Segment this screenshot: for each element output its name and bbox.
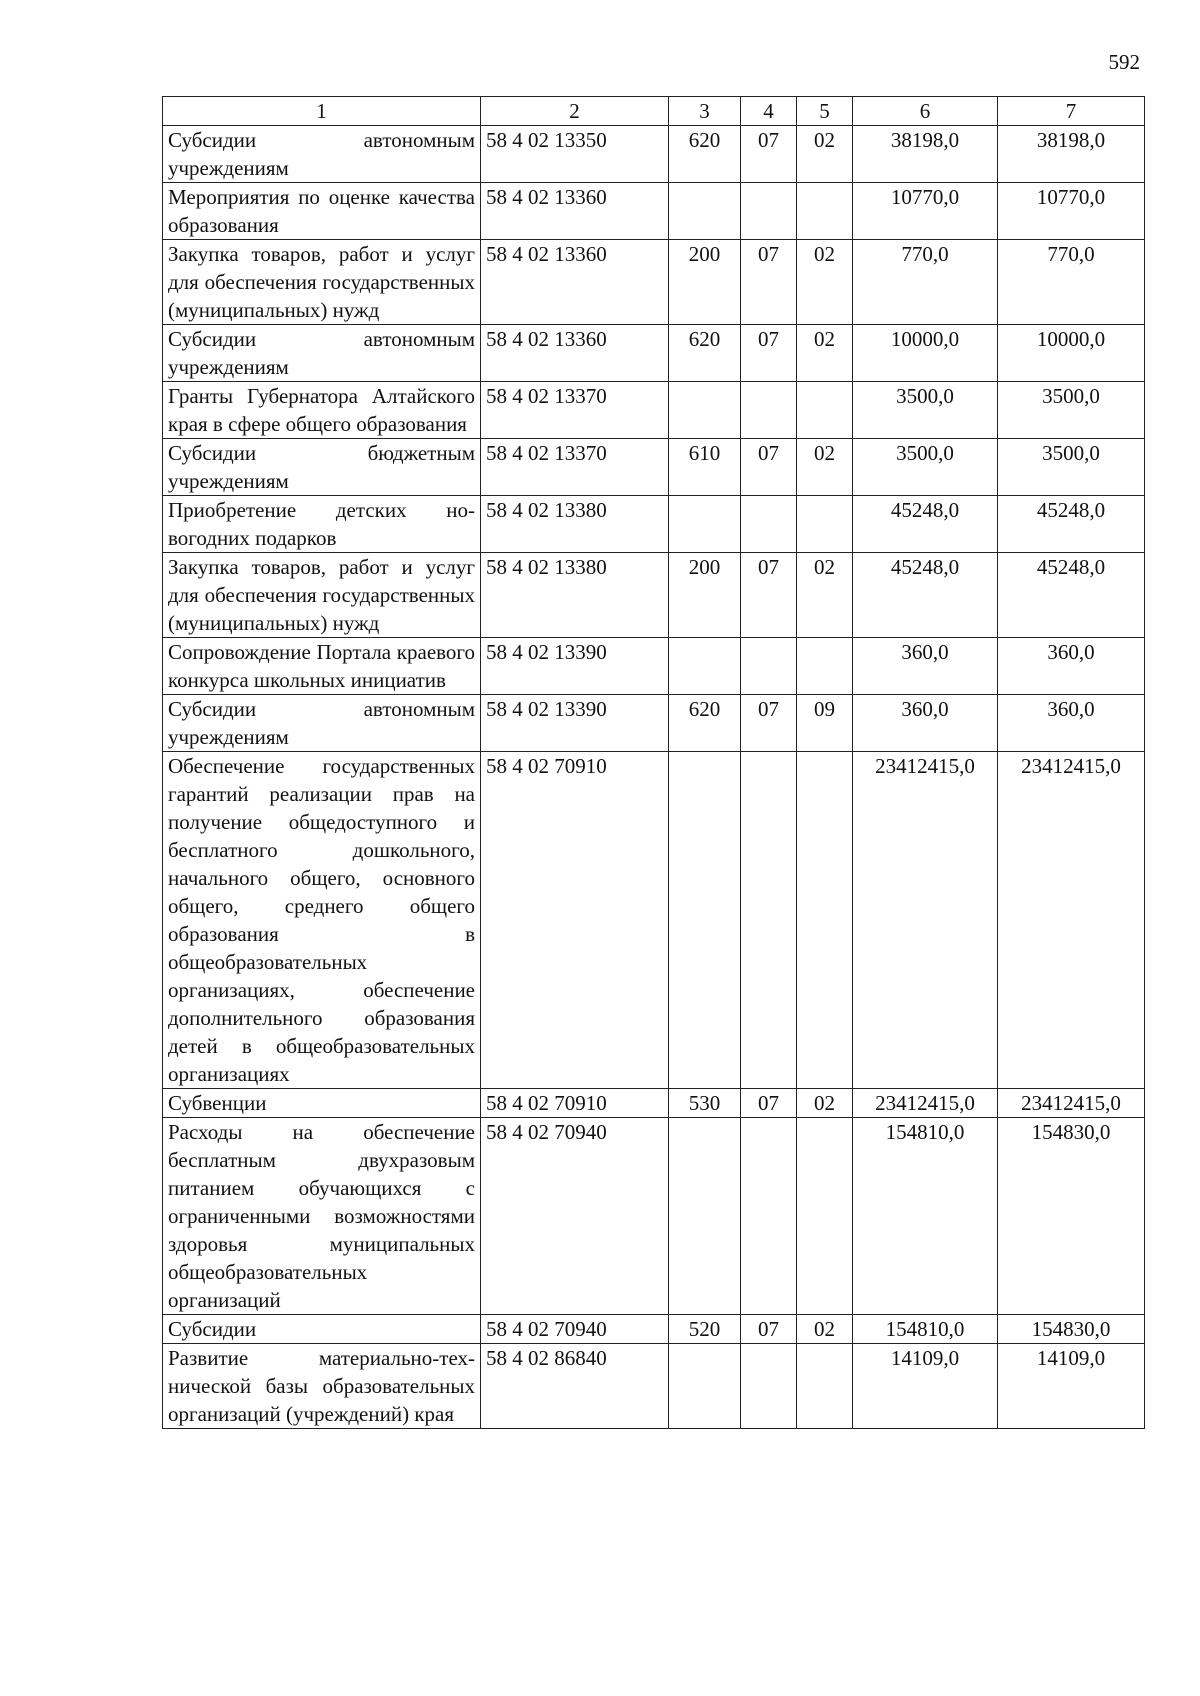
table-row [163, 325, 1145, 382]
row-code-cell: 58 4 02 70940 [481, 1315, 669, 1344]
column-header-7: 7 [998, 97, 1145, 126]
table-body [163, 126, 1145, 1429]
row-expense-type-cell: 520 [669, 1315, 741, 1344]
row-name-cell: Субсидии бюджетным учреждениям [163, 439, 481, 496]
row-subsection-cell [797, 638, 853, 695]
row-amount-1-cell: 154810,0 [853, 1315, 998, 1344]
row-amount-1-cell: 23412415,0 [853, 1089, 998, 1118]
row-expense-type-cell [669, 638, 741, 695]
row-name-cell: Субсидии автономным учреждениям [163, 325, 481, 382]
row-code-cell: 58 4 02 86840 [481, 1344, 669, 1429]
row-subsection-cell [797, 1344, 853, 1429]
row-amount-2-cell: 38198,0 [998, 126, 1145, 183]
column-header-5: 5 [797, 97, 853, 126]
row-expense-type-cell: 200 [669, 553, 741, 638]
row-name-cell: Закупка товаров, работ и услуг для обеспечения государственных (муниципальных) нужд [163, 240, 481, 325]
row-amount-1-cell: 23412415,0 [853, 752, 998, 1089]
column-header-4: 4 [741, 97, 797, 126]
table-row [163, 439, 1145, 496]
column-header-1: 1 [163, 97, 481, 126]
row-expense-type-cell: 620 [669, 126, 741, 183]
row-section-cell: 07 [741, 126, 797, 183]
row-subsection-cell [797, 752, 853, 1089]
row-section-cell [741, 638, 797, 695]
row-section-cell: 07 [741, 325, 797, 382]
page-number: 592 [1108, 50, 1140, 74]
row-amount-1-cell: 10000,0 [853, 325, 998, 382]
row-code-cell: 58 4 02 13390 [481, 695, 669, 752]
row-amount-1-cell: 360,0 [853, 695, 998, 752]
row-name-cell: Расходы на обеспечение бесплатным двухразовым питанием обучающихся с ограниченными возможностями здоровья муниципальных общеобразовательных организаций [163, 1118, 481, 1315]
row-code-cell: 58 4 02 13350 [481, 126, 669, 183]
budget-table [162, 96, 1145, 1429]
row-amount-1-cell: 38198,0 [853, 126, 998, 183]
row-name-cell: Субвенции [163, 1089, 481, 1118]
row-subsection-cell: 02 [797, 1315, 853, 1344]
row-section-cell: 07 [741, 439, 797, 496]
row-amount-2-cell: 3500,0 [998, 382, 1145, 439]
row-code-cell: 58 4 02 13390 [481, 638, 669, 695]
row-amount-2-cell: 45248,0 [998, 496, 1145, 553]
row-amount-2-cell: 3500,0 [998, 439, 1145, 496]
row-expense-type-cell: 530 [669, 1089, 741, 1118]
row-expense-type-cell: 620 [669, 695, 741, 752]
row-code-cell: 58 4 02 13360 [481, 240, 669, 325]
row-code-cell: 58 4 02 70910 [481, 1089, 669, 1118]
row-section-cell [741, 752, 797, 1089]
row-amount-1-cell: 45248,0 [853, 553, 998, 638]
row-section-cell [741, 183, 797, 240]
row-name-cell: Сопровождение Портала краевого конкурса школьных инициатив [163, 638, 481, 695]
row-expense-type-cell: 610 [669, 439, 741, 496]
table-row [163, 496, 1145, 553]
row-name-cell: Развитие материально-технической базы образовательных организаций (учреждений) края [163, 1344, 481, 1429]
row-subsection-cell: 09 [797, 695, 853, 752]
row-subsection-cell: 02 [797, 126, 853, 183]
row-name-cell: Обеспечение государственных гарантий реализации прав на получение общедоступного и бесплатного дошкольного, начального общего, основного общего, среднего общего образования в общеобразовательных организациях, обеспечение дополнительного образования детей в общеобразовательных организациях [163, 752, 481, 1089]
row-amount-2-cell: 154830,0 [998, 1118, 1145, 1315]
row-amount-2-cell: 23412415,0 [998, 1089, 1145, 1118]
row-amount-2-cell: 360,0 [998, 638, 1145, 695]
row-section-cell: 07 [741, 553, 797, 638]
column-header-2: 2 [481, 97, 669, 126]
row-subsection-cell: 02 [797, 1089, 853, 1118]
row-amount-2-cell: 154830,0 [998, 1315, 1145, 1344]
row-section-cell [741, 382, 797, 439]
row-code-cell: 58 4 02 13370 [481, 439, 669, 496]
row-amount-2-cell: 770,0 [998, 240, 1145, 325]
table-row [163, 1315, 1145, 1344]
table-row [163, 1344, 1145, 1429]
table-row [163, 1089, 1145, 1118]
row-name-cell: Субсидии автономным учреждениям [163, 126, 481, 183]
row-code-cell: 58 4 02 70940 [481, 1118, 669, 1315]
row-amount-1-cell: 360,0 [853, 638, 998, 695]
row-subsection-cell [797, 1118, 853, 1315]
row-section-cell: 07 [741, 1089, 797, 1118]
row-amount-2-cell: 45248,0 [998, 553, 1145, 638]
header-row [163, 97, 1145, 126]
row-amount-1-cell: 3500,0 [853, 382, 998, 439]
row-code-cell: 58 4 02 70910 [481, 752, 669, 1089]
table-row [163, 1118, 1145, 1315]
table-row [163, 126, 1145, 183]
row-code-cell: 58 4 02 13360 [481, 325, 669, 382]
row-section-cell: 07 [741, 1315, 797, 1344]
row-expense-type-cell [669, 183, 741, 240]
row-amount-2-cell: 10770,0 [998, 183, 1145, 240]
row-expense-type-cell [669, 1344, 741, 1429]
row-expense-type-cell: 200 [669, 240, 741, 325]
row-name-cell: Приобретение детских новогодних подарков [163, 496, 481, 553]
table-row [163, 183, 1145, 240]
table-row [163, 638, 1145, 695]
row-amount-2-cell: 14109,0 [998, 1344, 1145, 1429]
row-expense-type-cell [669, 752, 741, 1089]
row-amount-2-cell: 10000,0 [998, 325, 1145, 382]
row-section-cell [741, 496, 797, 553]
row-amount-1-cell: 14109,0 [853, 1344, 998, 1429]
row-section-cell: 07 [741, 240, 797, 325]
row-code-cell: 58 4 02 13380 [481, 553, 669, 638]
row-subsection-cell: 02 [797, 439, 853, 496]
table-row [163, 695, 1145, 752]
row-name-cell: Субсидии [163, 1315, 481, 1344]
row-section-cell [741, 1344, 797, 1429]
row-subsection-cell [797, 382, 853, 439]
row-amount-1-cell: 10770,0 [853, 183, 998, 240]
row-amount-1-cell: 45248,0 [853, 496, 998, 553]
row-code-cell: 58 4 02 13360 [481, 183, 669, 240]
row-expense-type-cell: 620 [669, 325, 741, 382]
row-name-cell: Субсидии автономным учреждениям [163, 695, 481, 752]
row-section-cell: 07 [741, 695, 797, 752]
row-subsection-cell [797, 183, 853, 240]
row-name-cell: Закупка товаров, работ и услуг для обеспечения государственных (муниципальных) нужд [163, 553, 481, 638]
row-amount-1-cell: 770,0 [853, 240, 998, 325]
row-code-cell: 58 4 02 13370 [481, 382, 669, 439]
row-expense-type-cell [669, 382, 741, 439]
table-row [163, 240, 1145, 325]
row-amount-1-cell: 3500,0 [853, 439, 998, 496]
row-subsection-cell: 02 [797, 325, 853, 382]
table-row [163, 752, 1145, 1089]
column-header-3: 3 [669, 97, 741, 126]
row-amount-1-cell: 154810,0 [853, 1118, 998, 1315]
row-code-cell: 58 4 02 13380 [481, 496, 669, 553]
row-name-cell: Гранты Губернатора Алтайского края в сфере общего образования [163, 382, 481, 439]
row-subsection-cell: 02 [797, 553, 853, 638]
row-subsection-cell [797, 496, 853, 553]
row-section-cell [741, 1118, 797, 1315]
row-name-cell: Мероприятия по оценке качества образования [163, 183, 481, 240]
row-amount-2-cell: 360,0 [998, 695, 1145, 752]
row-expense-type-cell [669, 1118, 741, 1315]
table-row [163, 382, 1145, 439]
row-subsection-cell: 02 [797, 240, 853, 325]
row-amount-2-cell: 23412415,0 [998, 752, 1145, 1089]
column-header-6: 6 [853, 97, 998, 126]
row-expense-type-cell [669, 496, 741, 553]
table-row [163, 553, 1145, 638]
